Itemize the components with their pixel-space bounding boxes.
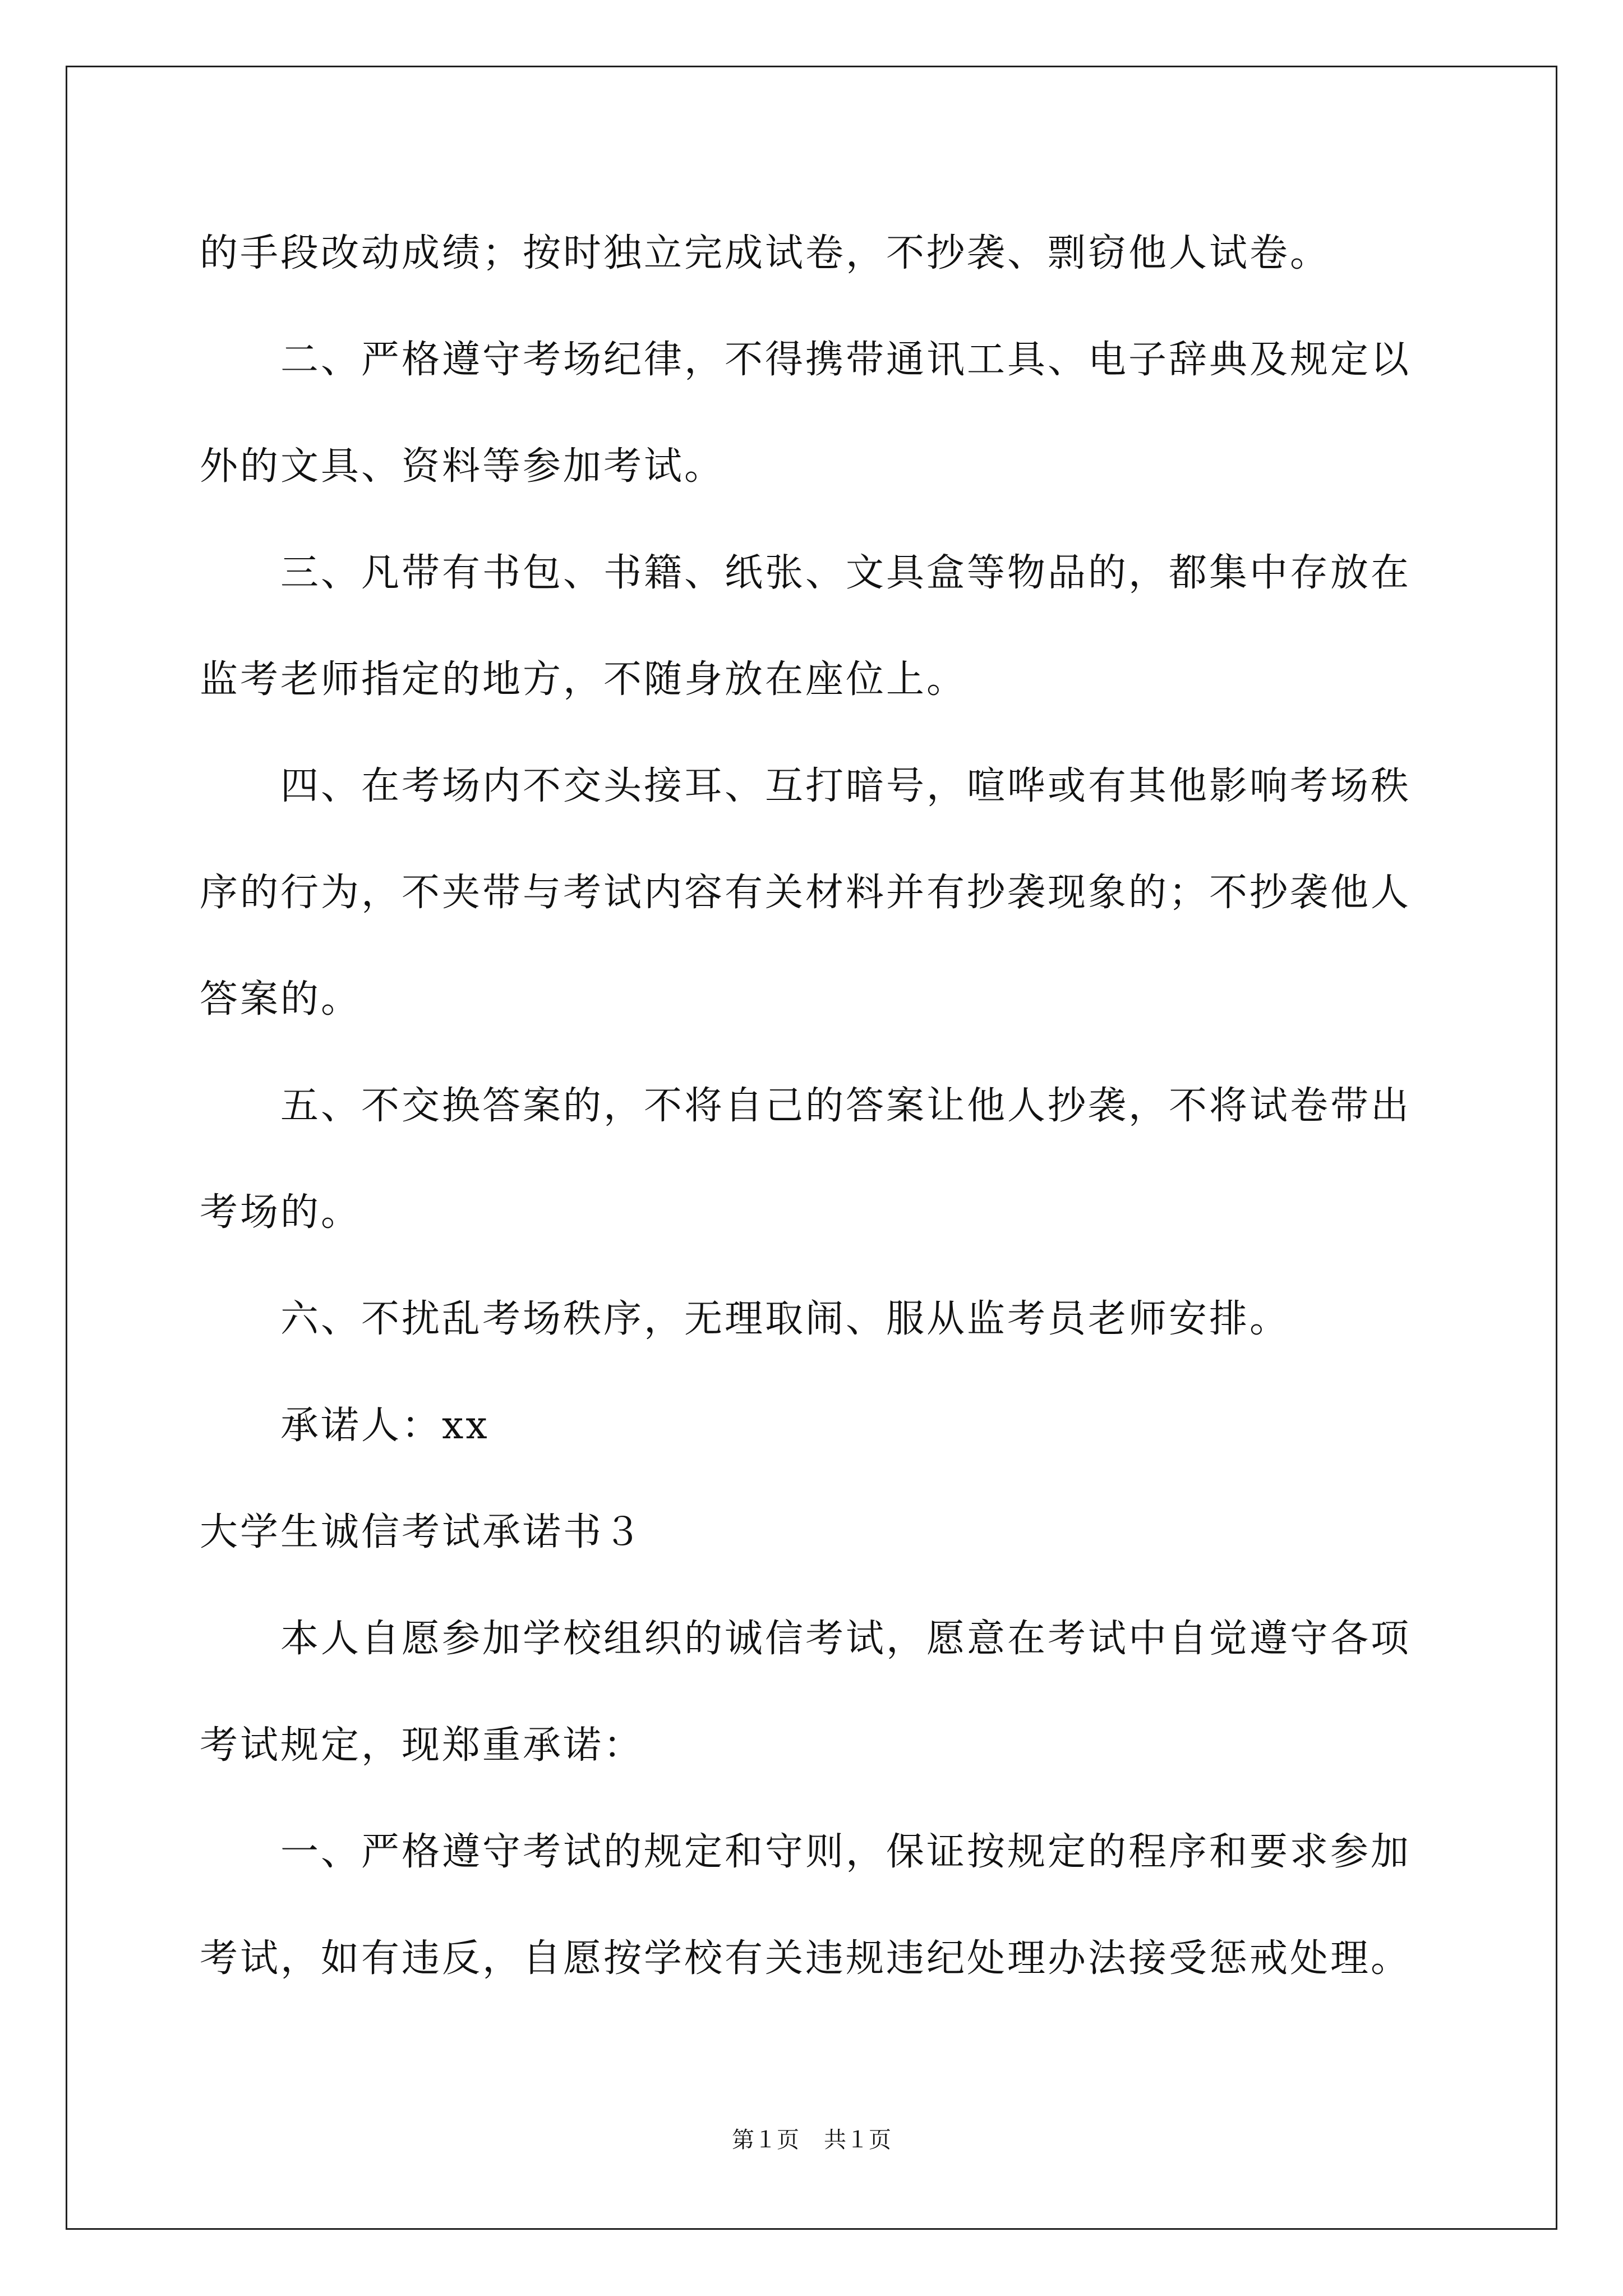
text-line: 答案的。 [200,977,362,1022]
text-line: 四、在考场内不交头接耳、互打暗号，喧哗或有其他影响考场秩 [280,764,1412,808]
page-footer [0,2126,1623,2154]
text-line: 一、严格遵守考试的规定和守则，保证按规定的程序和要求参加 [280,1830,1412,1874]
text-line: 六、不扰乱考场秩序，无理取闹、服从监考员老师安排。 [280,1297,1290,1341]
text-line: 五、不交换答案的，不将自己的答案让他人抄袭，不将试卷带出 [280,1084,1412,1128]
text-line: 监考老师指定的地方，不随身放在座位上。 [200,657,967,702]
page-border [66,66,1557,2230]
text-line: 序的行为，不夹带与考试内容有关材料并有抄袭现象的；不抄袭他人 [200,871,1412,915]
text-line: 考试规定，现郑重承诺： [200,1723,644,1768]
signatory-line: 承诺人：xx [280,1404,490,1448]
text-line: 考试，如有违反，自愿按学校有关违规违纪处理办法接受惩戒处理。 [200,1936,1412,1981]
page-number-current: 第１页 [732,2127,799,2153]
text-line: 考场的。 [200,1190,362,1235]
text-line: 外的文具、资料等参加考试。 [200,444,725,489]
text-line: 的手段改动成绩；按时独立完成试卷，不抄袭、剽窃他人试卷。 [200,231,1331,275]
text-line: 三、凡带有书包、书籍、纸张、文具盒等物品的，都集中存放在 [280,551,1412,595]
text-line: 二、严格遵守考场纪律，不得携带通讯工具、电子辞典及规定以 [280,338,1412,382]
text-line: 本人自愿参加学校组织的诚信考试，愿意在考试中自觉遵守各项 [280,1617,1412,1661]
page-number-total: 共１页 [824,2127,891,2153]
section-heading: 大学生诚信考试承诺书３ [200,1510,644,1554]
